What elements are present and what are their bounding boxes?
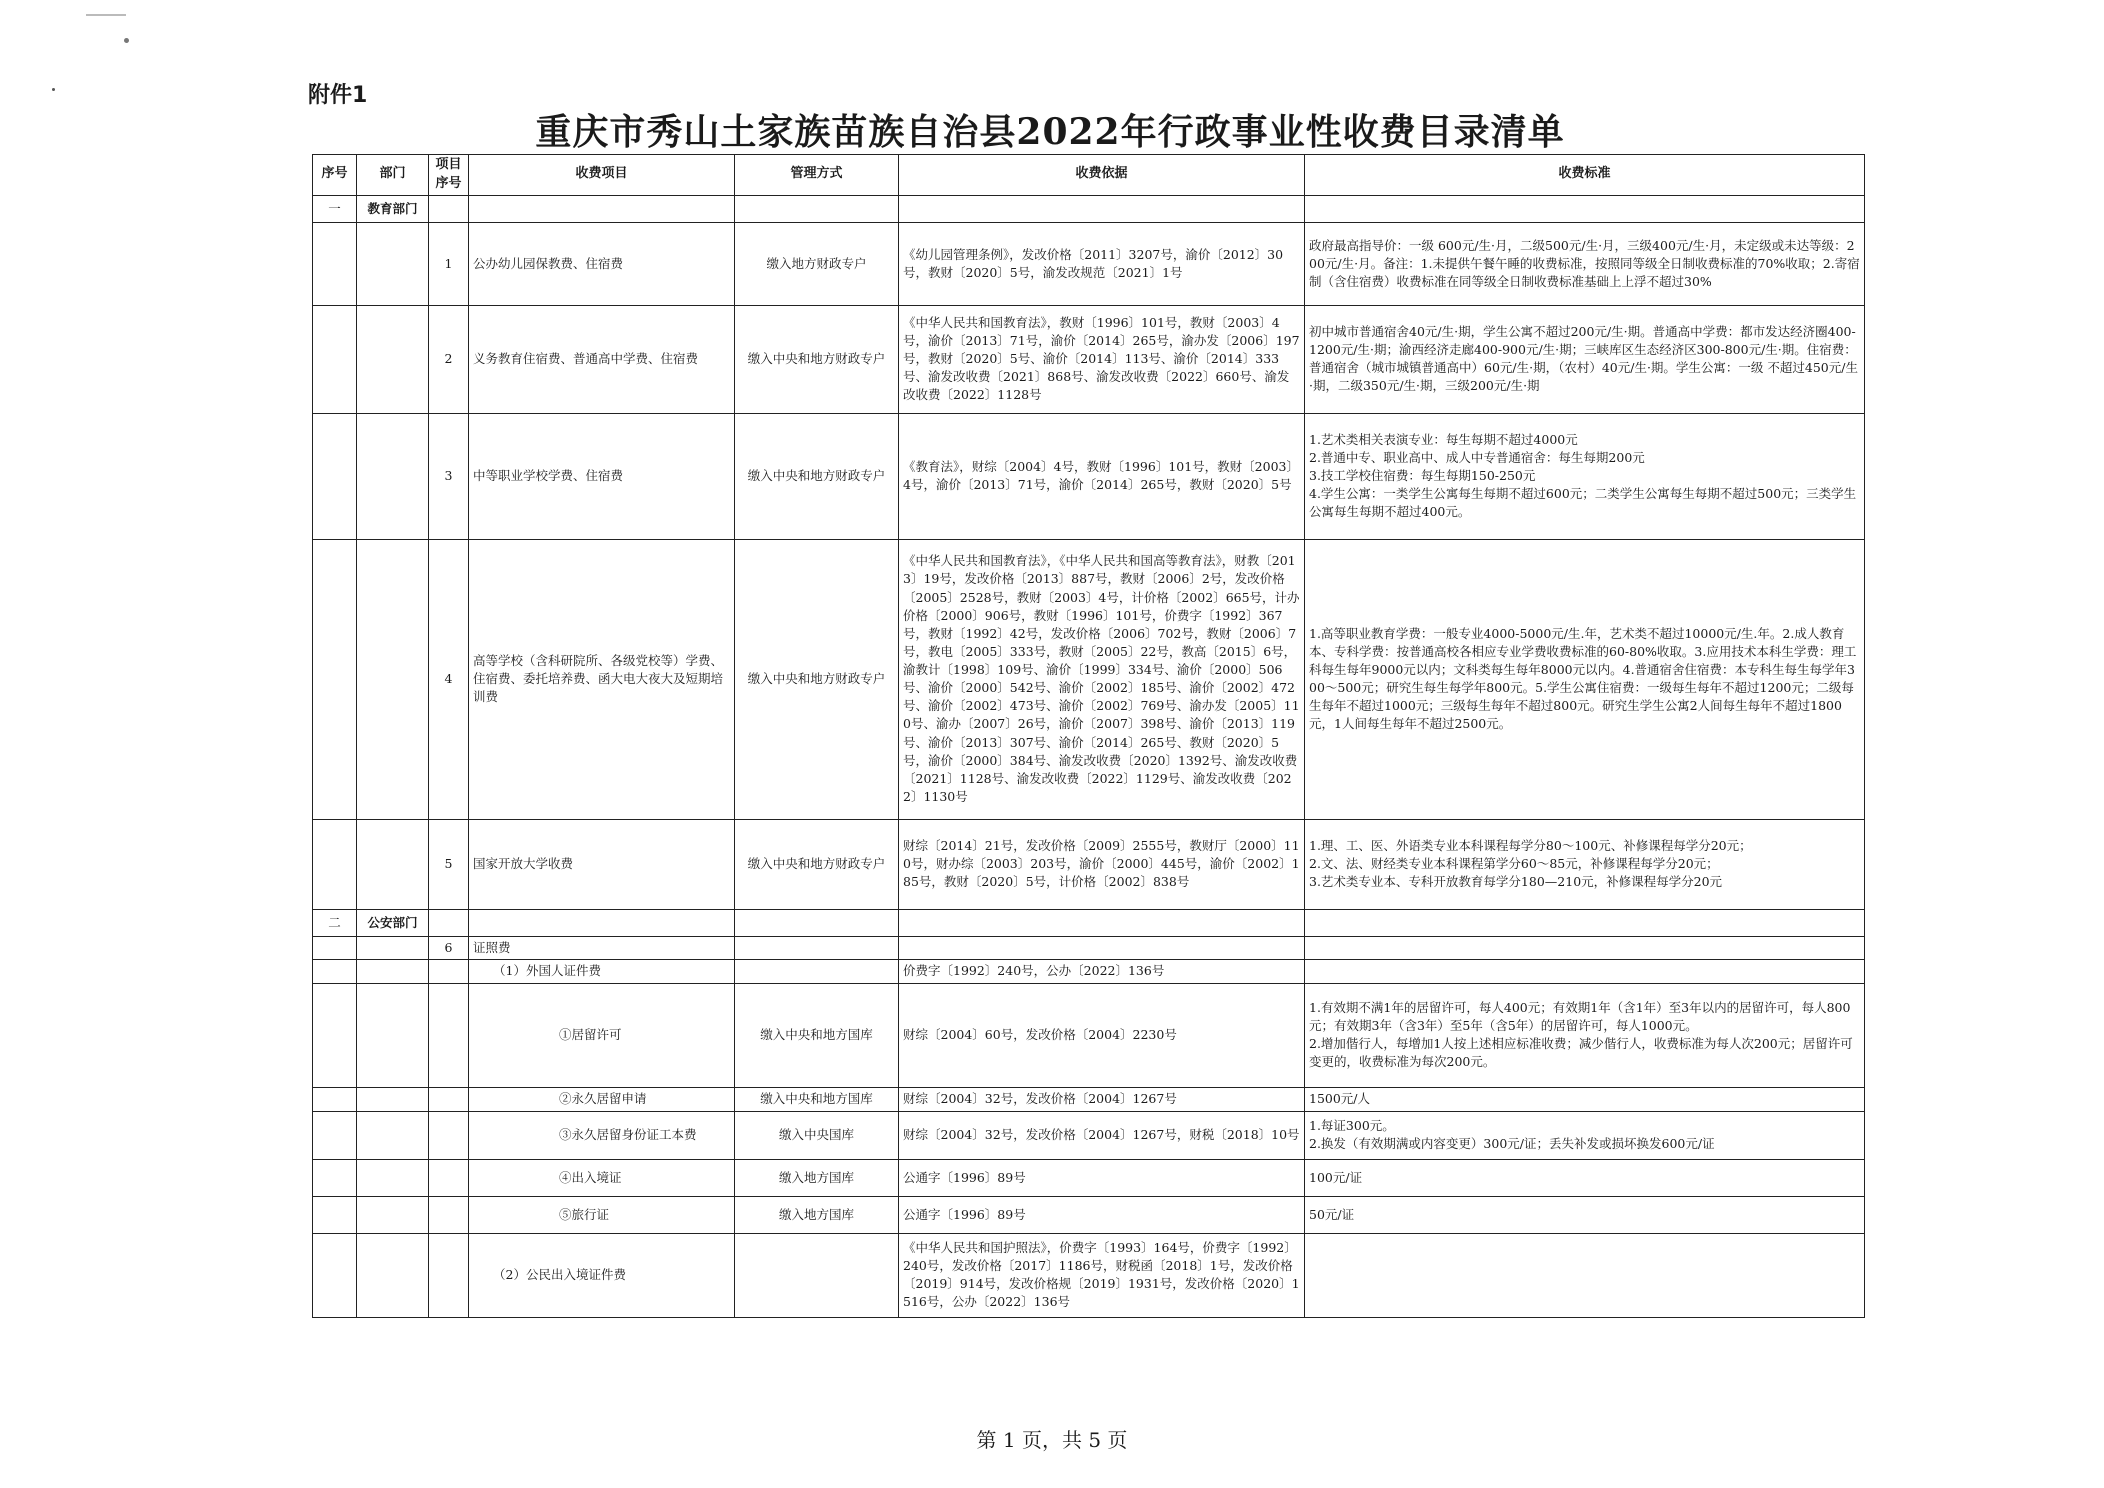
- table-row: [313, 195, 1865, 222]
- cell-standard: 100元/证: [1305, 1159, 1865, 1196]
- cell-basis: 公通字〔1996〕89号: [899, 1159, 1305, 1196]
- cell-item: （2）公民出入境证件费: [469, 1233, 735, 1317]
- cell-standard: 1500元/人: [1305, 1087, 1865, 1111]
- cell-standard: 1.高等职业教育学费：一般专业4000-5000元/生.年，艺术类不超过10000元/生.年。2.成人教育本、专科学费：按普通高校各相应专业学费收费标准的60-80%收取。3.应用技术本科生学费：理工科每生每年9000元以内；文科类每生每年8000元以内。4.普通宿舍住宿费：本专科生每生每学年300～500元；研究生每生每学年800元。5.学生公寓住宿费：一级每生每年不超过1200元；二级每生每年不超过1000元；三级每生每年不超过800元。研究生学生公寓2人间每生每年不超过1800元，1人间每生每年不超过2500元。: [1305, 539, 1865, 819]
- attachment-label: 附件1: [308, 83, 368, 108]
- cell-basis: 财综〔2004〕60号，发改价格〔2004〕2230号: [899, 983, 1305, 1087]
- cell-item: 高等学校（含科研院所、各级党校等）学费、住宿费、委托培养费、函大电大夜大及短期培训费: [469, 539, 735, 819]
- header-seq: 序号: [313, 155, 357, 196]
- cell-item-no: 3: [429, 413, 469, 539]
- cell-standard: 1.每证300元。 2.换发（有效期满或内容变更）300元/证；丢失补发或损坏换发600元/证: [1305, 1111, 1865, 1159]
- cell-standard: 1.理、工、医、外语类专业本科课程每学分80～100元、补修课程每学分20元； 2.文、法、财经类专业本科课程第学分60～85元，补修课程每学分20元； 3.艺术类专业本、专科开放教育每学分180—210元，补修课程每学分20元: [1305, 819, 1865, 909]
- table-row: [313, 1111, 1865, 1159]
- cell-basis: 财综〔2014〕21号，发改价格〔2009〕2555号，教财厅〔2000〕110号，财办综〔2003〕203号，渝价〔2000〕445号，渝价〔2002〕185号，教财〔2020〕5号，计价格〔2002〕838号: [899, 819, 1305, 909]
- table-row: [313, 1196, 1865, 1233]
- cell-seq: 一: [313, 195, 357, 222]
- table-row: [313, 1159, 1865, 1196]
- cell-item: ⑤旅行证: [469, 1196, 735, 1233]
- table-row: [313, 983, 1865, 1087]
- cell-mgmt: 缴入地方财政专户: [735, 222, 899, 305]
- scan-mark: [124, 38, 129, 43]
- cell-item: ②永久居留申请: [469, 1087, 735, 1111]
- cell-basis: 《中华人民共和国教育法》，教财〔1996〕101号，教财〔2003〕4号，渝价〔2013〕71号，渝价〔2014〕265号，渝办发〔2006〕197号，教财〔2020〕5号、渝价〔2014〕113号、渝价〔2014〕333号、渝发改收费〔2021〕868号、渝发改收费〔2022〕660号、渝发改收费〔2022〕1128号: [899, 305, 1305, 413]
- document-title: 重庆市秀山土家族苗族自治县2022年行政事业性收费目录清单: [535, 111, 1565, 153]
- cell-item-no: 5: [429, 819, 469, 909]
- cell-standard: 政府最高指导价：一级 600元/生·月，二级500元/生·月，三级400元/生·月，未定级或未达等级：200元/生·月。备注：1.未提供午餐午睡的收费标准，按照同等级全日制收费标准的70%收取；2.寄宿制（含住宿费）收费标准在同等级全日制收费标准基础上上浮不超过30%: [1305, 222, 1865, 305]
- table-row: [313, 959, 1865, 983]
- page-footer: 第 1 页，共 5 页: [976, 1428, 1128, 1452]
- table-header-row: [313, 155, 1865, 196]
- cell-item: 中等职业学校学费、住宿费: [469, 413, 735, 539]
- header-standard: 收费标准: [1305, 155, 1865, 196]
- header-item-no: 项目序号: [429, 155, 469, 196]
- header-item: 收费项目: [469, 155, 735, 196]
- cell-seq: 二: [313, 909, 357, 936]
- cell-mgmt: 缴入地方国库: [735, 1196, 899, 1233]
- cell-item-no: 1: [429, 222, 469, 305]
- cell-item: ①居留许可: [469, 983, 735, 1087]
- cell-standard: 50元/证: [1305, 1196, 1865, 1233]
- cell-basis: 公通字〔1996〕89号: [899, 1196, 1305, 1233]
- cell-dept: 公安部门: [357, 909, 429, 936]
- cell-standard: 初中城市普通宿舍40元/生·期，学生公寓不超过200元/生·期。普通高中学费：都市发达经济圈400-1200元/生·期；渝西经济走廊400-900元/生·期；三峡库区生态经济区300-800元/生·期。住宿费：普通宿舍（城市城镇普通高中）60元/生·期，（农村）40元/生·期。学生公寓：一级 不超过450元/生·期，二级350元/生·期，三级200元/生·期: [1305, 305, 1865, 413]
- cell-standard: 1.有效期不满1年的居留许可，每人400元；有效期1年（含1年）至3年以内的居留许可，每人800元；有效期3年（含3年）至5年（含5年）的居留许可，每人1000元。 2.增加偕行人，每增加1人按上述相应标准收费；减少偕行人，收费标准为每人次200元；居留许可变更的，收费标准为每次200元。: [1305, 983, 1865, 1087]
- cell-basis: 《中华人民共和国护照法》，价费字〔1993〕164号，价费字〔1992〕240号，发改价格〔2017〕1186号，财税函〔2018〕1号，发改价格〔2019〕914号，发改价格规〔2019〕1931号，发改价格〔2020〕1516号，公办〔2022〕136号: [899, 1233, 1305, 1317]
- cell-mgmt: 缴入地方国库: [735, 1159, 899, 1196]
- cell-item: 国家开放大学收费: [469, 819, 735, 909]
- cell-basis: 财综〔2004〕32号，发改价格〔2004〕1267号，财税〔2018〕10号: [899, 1111, 1305, 1159]
- cell-item: ④出入境证: [469, 1159, 735, 1196]
- cell-mgmt: 缴入中央和地方财政专户: [735, 305, 899, 413]
- cell-mgmt: 缴入中央国库: [735, 1111, 899, 1159]
- cell-basis: 财综〔2004〕32号，发改价格〔2004〕1267号: [899, 1087, 1305, 1111]
- fee-table: [312, 154, 1865, 1318]
- cell-basis: 价费字〔1992〕240号，公办〔2022〕136号: [899, 959, 1305, 983]
- table-row: [313, 413, 1865, 539]
- cell-item-no: 2: [429, 305, 469, 413]
- cell-mgmt: 缴入中央和地方财政专户: [735, 819, 899, 909]
- cell-item: （1）外国人证件费: [469, 959, 735, 983]
- scan-mark: [52, 88, 55, 91]
- cell-standard: 1.艺术类相关表演专业：每生每期不超过4000元 2.普通中专、职业高中、成人中专普通宿舍：每生每期200元 3.技工学校住宿费：每生每期150-250元 4.学生公寓：一类学生公寓每生每期不超过600元；二类学生公寓每生每期不超过500元；三类学生公寓每生每期不超过400元。: [1305, 413, 1865, 539]
- table-row: [313, 305, 1865, 413]
- cell-basis: 《中华人民共和国教育法》，《中华人民共和国高等教育法》，财教〔2013〕19号，发改价格〔2013〕887号，教财〔2006〕2号，发改价格〔2005〕2528号，教财〔2003〕4号，计价格〔2002〕665号，计办价格〔2000〕906号，教财〔1996〕101号，价费字〔1992〕367号，教财〔1992〕42号，发改价格〔2006〕702号，教财〔2006〕7号，教电〔2005〕333号，教财〔2005〕22号，教高〔2015〕6号，渝教计〔1998〕109号、渝价〔1999〕334号、渝价〔2000〕506号、渝价〔2000〕542号、渝价〔2002〕185号、渝价〔2002〕472号、渝价〔2002〕473号、渝价〔2002〕769号、渝办发〔2005〕110号、渝办〔2007〕26号，渝价〔2007〕398号、渝价〔2013〕119号、渝价〔2013〕307号、渝价〔2014〕265号、教财〔2020〕5号，渝价〔2000〕384号、渝发改收费〔2020〕1392号、渝发改收费〔2021〕1128号、渝发改收费〔2022〕1129号、渝发改收费〔2022〕1130号: [899, 539, 1305, 819]
- cell-mgmt: 缴入中央和地方国库: [735, 983, 899, 1087]
- cell-item-no: 4: [429, 539, 469, 819]
- cell-item-no: 6: [429, 936, 469, 959]
- table-row: [313, 539, 1865, 819]
- table-row: [313, 819, 1865, 909]
- table-row: [313, 222, 1865, 305]
- cell-item: ③永久居留身份证工本费: [469, 1111, 735, 1159]
- header-dept: 部门: [357, 155, 429, 196]
- cell-mgmt: 缴入中央和地方财政专户: [735, 413, 899, 539]
- cell-mgmt: 缴入中央和地方国库: [735, 1087, 899, 1111]
- table-row: [313, 909, 1865, 936]
- cell-item: 证照费: [469, 936, 735, 959]
- table-row: [313, 1233, 1865, 1317]
- cell-basis: 《教育法》，财综〔2004〕4号，教财〔1996〕101号，教财〔2003〕4号，渝价〔2013〕71号，渝价〔2014〕265号，教财〔2020〕5号: [899, 413, 1305, 539]
- cell-item: 义务教育住宿费、普通高中学费、住宿费: [469, 305, 735, 413]
- cell-dept: 教育部门: [357, 195, 429, 222]
- table-row: [313, 936, 1865, 959]
- scan-mark: [86, 14, 126, 16]
- cell-item: 公办幼儿园保教费、住宿费: [469, 222, 735, 305]
- header-basis: 收费依据: [899, 155, 1305, 196]
- header-mgmt: 管理方式: [735, 155, 899, 196]
- table-row: [313, 1087, 1865, 1111]
- cell-basis: 《幼儿园管理条例》，发改价格〔2011〕3207号，渝价〔2012〕30号，教财〔2020〕5号，渝发改规范〔2021〕1号: [899, 222, 1305, 305]
- cell-mgmt: 缴入中央和地方财政专户: [735, 539, 899, 819]
